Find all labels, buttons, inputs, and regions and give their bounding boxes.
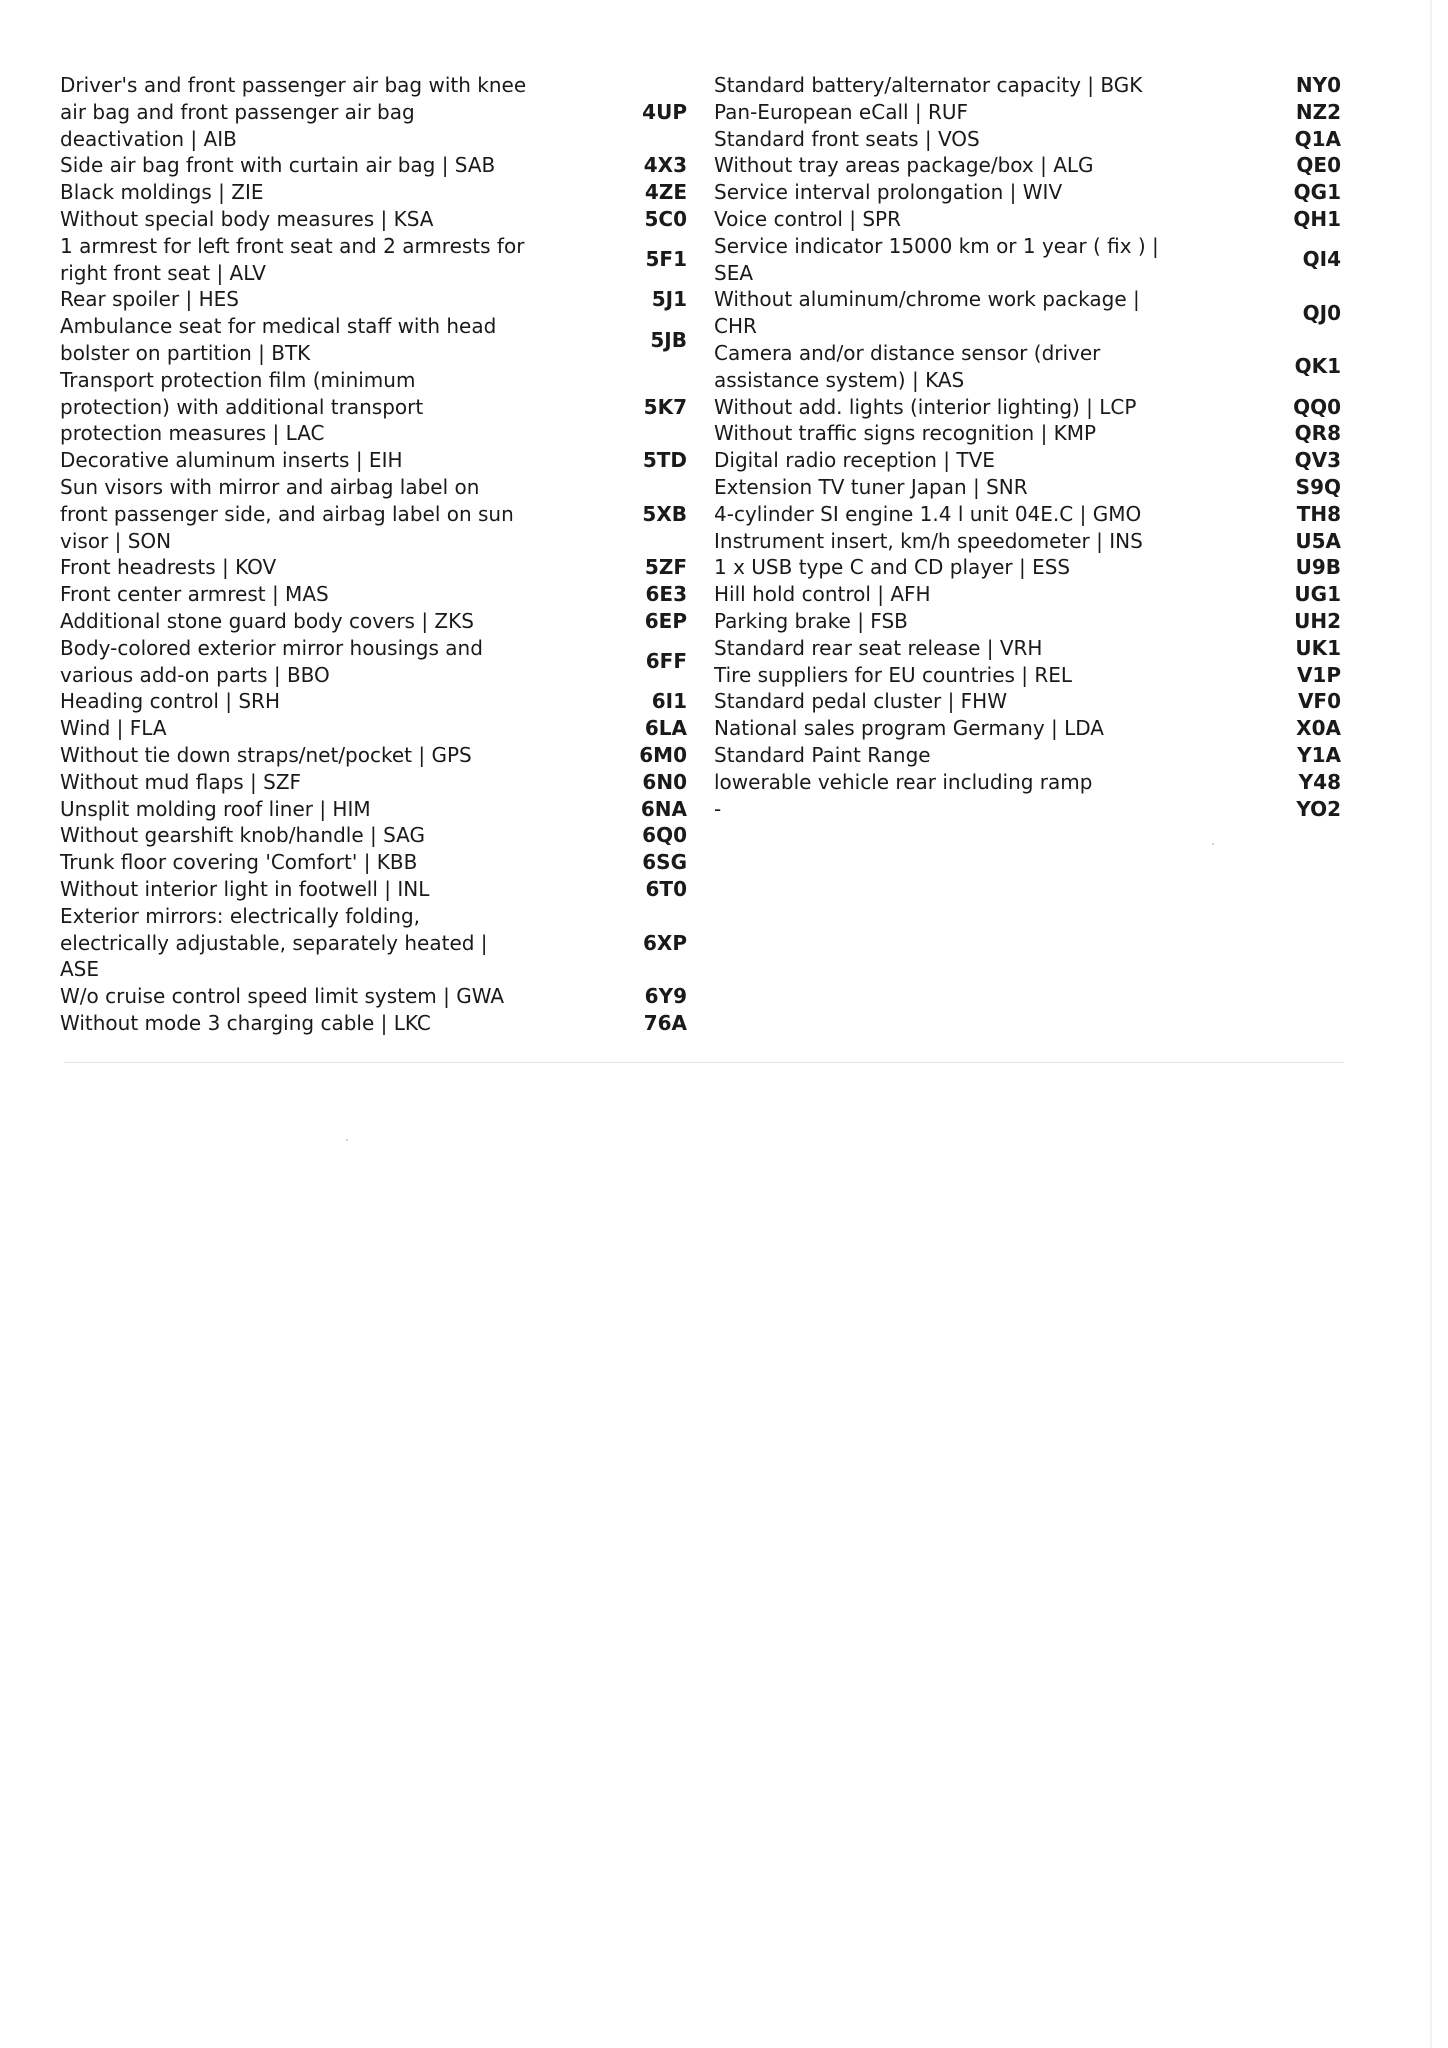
option-code: 6E3 [645, 582, 687, 607]
option-description: Side air bag front with curtain air bag | SAB [60, 153, 496, 178]
list-item [60, 72, 690, 152]
option-code: 6FF [645, 649, 687, 674]
option-code: 6Y9 [644, 984, 687, 1009]
option-description: Ambulance seat for medical staff with head bolster on partition | BTK [60, 314, 497, 365]
option-code: Y1A [1297, 742, 1341, 767]
option-description: Standard Paint Range [714, 742, 931, 767]
option-description: Pan-European eCall | RUF [714, 99, 969, 124]
list-item [714, 769, 1344, 796]
list-item [714, 554, 1344, 581]
option-code: 5TD [642, 448, 687, 473]
equipment-list-right [714, 72, 1344, 822]
option-code: QV3 [1294, 448, 1341, 473]
list-item [60, 715, 690, 742]
option-code: NY0 [1295, 73, 1341, 97]
list-item [714, 286, 1344, 340]
option-description: Service indicator 15000 km or 1 year ( fix ) | SEA [714, 233, 1159, 285]
option-description: Exterior mirrors: electrically folding, electrically adjustable, separately heated | ASE [60, 903, 488, 982]
list-item [714, 474, 1344, 501]
option-code: S9Q [1295, 474, 1341, 499]
option-description: Without aluminum/chrome work package | CHR [714, 287, 1140, 339]
option-description: Voice control | SPR [714, 206, 902, 231]
option-code: 6T0 [645, 876, 687, 901]
option-description: - [714, 796, 722, 821]
scan-edge [1430, 0, 1432, 2048]
option-description: Extension TV tuner Japan | SNR [714, 474, 1028, 499]
option-code: 6SG [642, 850, 687, 875]
option-code: 6Q0 [642, 823, 687, 848]
option-code: 6XP [643, 930, 687, 955]
list-item [60, 688, 690, 715]
list-item [60, 474, 690, 554]
list-item [60, 1010, 690, 1037]
option-description: Decorative aluminum inserts | EIH [60, 448, 403, 473]
option-code: QG1 [1293, 180, 1341, 205]
list-item [60, 876, 690, 903]
option-description: Without interior light in footwell | INL [60, 876, 430, 901]
list-item [60, 367, 690, 447]
option-description: Without tray areas package/box | ALG [714, 153, 1094, 178]
option-code: QE0 [1296, 153, 1341, 178]
option-code: QQ0 [1293, 394, 1341, 419]
list-item [714, 715, 1344, 742]
option-description: Rear spoiler | HES [60, 287, 239, 312]
option-description: Driver's and front passenger air bag with knee air bag and front passenger air bag deactivation | AIB [60, 73, 527, 151]
option-code: 5ZF [644, 555, 687, 580]
option-code: Q1A [1294, 126, 1341, 151]
option-description: Heading control | SRH [60, 689, 280, 714]
list-item [714, 501, 1344, 528]
list-item [714, 581, 1344, 608]
option-code: 6I1 [651, 689, 687, 714]
list-item [714, 72, 1344, 99]
option-code: 6N0 [642, 769, 687, 794]
option-code: 4ZE [644, 180, 687, 205]
list-item [60, 796, 690, 823]
list-item [714, 126, 1344, 153]
option-code: 6M0 [639, 742, 687, 767]
option-description: Digital radio reception | TVE [714, 448, 995, 473]
option-description: Without tie down straps/net/pocket | GPS [60, 742, 472, 767]
option-code: Y48 [1298, 769, 1341, 794]
list-item [60, 983, 690, 1010]
list-item [714, 179, 1344, 206]
option-code: 5K7 [643, 394, 687, 419]
list-item [60, 903, 690, 983]
option-description: 1 x USB type C and CD player | ESS [714, 555, 1071, 580]
option-description: Camera and/or distance sensor (driver assistance system) | KAS [714, 340, 1101, 392]
list-item [60, 447, 690, 474]
list-item [714, 233, 1344, 287]
option-description: Sun visors with mirror and airbag label on front passenger side, and airbag label on sun visor | SON [60, 474, 514, 553]
list-item [60, 581, 690, 608]
option-description: Standard rear seat release | VRH [714, 635, 1043, 660]
option-code: UG1 [1294, 582, 1341, 607]
list-item [60, 286, 690, 313]
list-item [714, 420, 1344, 447]
list-item [60, 179, 690, 206]
option-description: Standard front seats | VOS [714, 126, 980, 151]
list-item [60, 554, 690, 581]
option-code: QJ0 [1302, 300, 1341, 325]
option-code: 4X3 [643, 153, 687, 178]
list-item [714, 447, 1344, 474]
option-description: W/o cruise control speed limit system | GWA [60, 984, 505, 1009]
option-description: Unsplit molding roof liner | HIM [60, 796, 371, 821]
option-description: Instrument insert, km/h speedometer | INS [714, 528, 1143, 553]
list-item [60, 152, 690, 179]
option-description: Without mud flaps | SZF [60, 769, 302, 794]
list-item [60, 742, 690, 769]
option-description: Wind | FLA [60, 716, 167, 741]
equipment-list-left [60, 72, 690, 1037]
option-code: NZ2 [1295, 99, 1341, 124]
option-description: Transport protection film (minimum protection) with additional transport protection measures | LAC [60, 367, 424, 446]
option-code: UH2 [1294, 608, 1341, 633]
list-item [714, 635, 1344, 662]
list-item [714, 742, 1344, 769]
option-description: National sales program Germany | LDA [714, 716, 1104, 741]
option-description: Standard pedal cluster | FHW [714, 689, 1007, 714]
option-description: Additional stone guard body covers | ZKS [60, 608, 474, 633]
option-code: 5XB [642, 501, 687, 526]
list-item [60, 313, 690, 367]
option-code: 5J1 [651, 287, 687, 312]
list-item [60, 822, 690, 849]
list-item [714, 99, 1344, 126]
option-code: 5C0 [644, 206, 687, 231]
list-item [60, 635, 690, 689]
option-description: 4-cylinder SI engine 1.4 l unit 04E.C | GMO [714, 501, 1142, 526]
list-item [714, 608, 1344, 635]
option-code: 6LA [644, 716, 687, 741]
option-description: Service interval prolongation | WIV [714, 180, 1063, 205]
option-code: U5A [1295, 528, 1341, 553]
list-item [60, 608, 690, 635]
scan-speck [1212, 843, 1214, 845]
option-description: 1 armrest for left front seat and 2 armrests for right front seat | ALV [60, 233, 525, 285]
option-description: Without add. lights (interior lighting) | LCP [714, 394, 1137, 419]
list-item [714, 206, 1344, 233]
option-description: Front headrests | KOV [60, 555, 277, 580]
option-code: 76A [643, 1010, 687, 1035]
option-description: Hill hold control | AFH [714, 582, 931, 607]
list-item [60, 849, 690, 876]
option-code: 5JB [650, 327, 687, 352]
list-item [714, 796, 1344, 823]
option-description: Without traffic signs recognition | KMP [714, 421, 1097, 446]
list-item [60, 233, 690, 287]
option-code: V1P [1296, 662, 1341, 687]
option-code: VF0 [1297, 689, 1341, 714]
option-code: QH1 [1293, 206, 1341, 231]
option-description: lowerable vehicle rear including ramp [714, 769, 1093, 794]
option-code: 6NA [640, 796, 687, 821]
option-description: Without gearshift knob/handle | SAG [60, 823, 425, 848]
option-description: Standard battery/alternator capacity | BGK [714, 73, 1143, 97]
scan-speck [346, 1139, 348, 1141]
list-item [714, 662, 1344, 689]
option-code: U9B [1295, 555, 1341, 580]
option-description: Parking brake | FSB [714, 608, 908, 633]
option-code: 5F1 [645, 247, 687, 272]
option-description: Black moldings | ZIE [60, 180, 264, 205]
option-code: 4UP [642, 99, 687, 124]
option-description: Without mode 3 charging cable | LKC [60, 1010, 431, 1035]
list-item [714, 152, 1344, 179]
section-divider [64, 1062, 1344, 1063]
list-item [714, 528, 1344, 555]
option-code: 6EP [644, 608, 687, 633]
option-code: UK1 [1295, 635, 1341, 660]
list-item [714, 394, 1344, 421]
option-code: YO2 [1296, 796, 1341, 821]
list-item [714, 688, 1344, 715]
option-description: Front center armrest | MAS [60, 582, 329, 607]
list-item [60, 206, 690, 233]
option-code: X0A [1296, 716, 1341, 741]
list-item [714, 340, 1344, 394]
option-description: Trunk floor covering 'Comfort' | KBB [60, 850, 418, 875]
option-code: QI4 [1302, 247, 1341, 272]
option-code: QK1 [1294, 354, 1341, 379]
option-code: QR8 [1294, 421, 1341, 446]
option-description: Tire suppliers for EU countries | REL [714, 662, 1073, 687]
option-code: TH8 [1296, 501, 1341, 526]
option-description: Without special body measures | KSA [60, 206, 434, 231]
option-description: Body-colored exterior mirror housings and various add-on parts | BBO [60, 635, 483, 687]
list-item [60, 769, 690, 796]
